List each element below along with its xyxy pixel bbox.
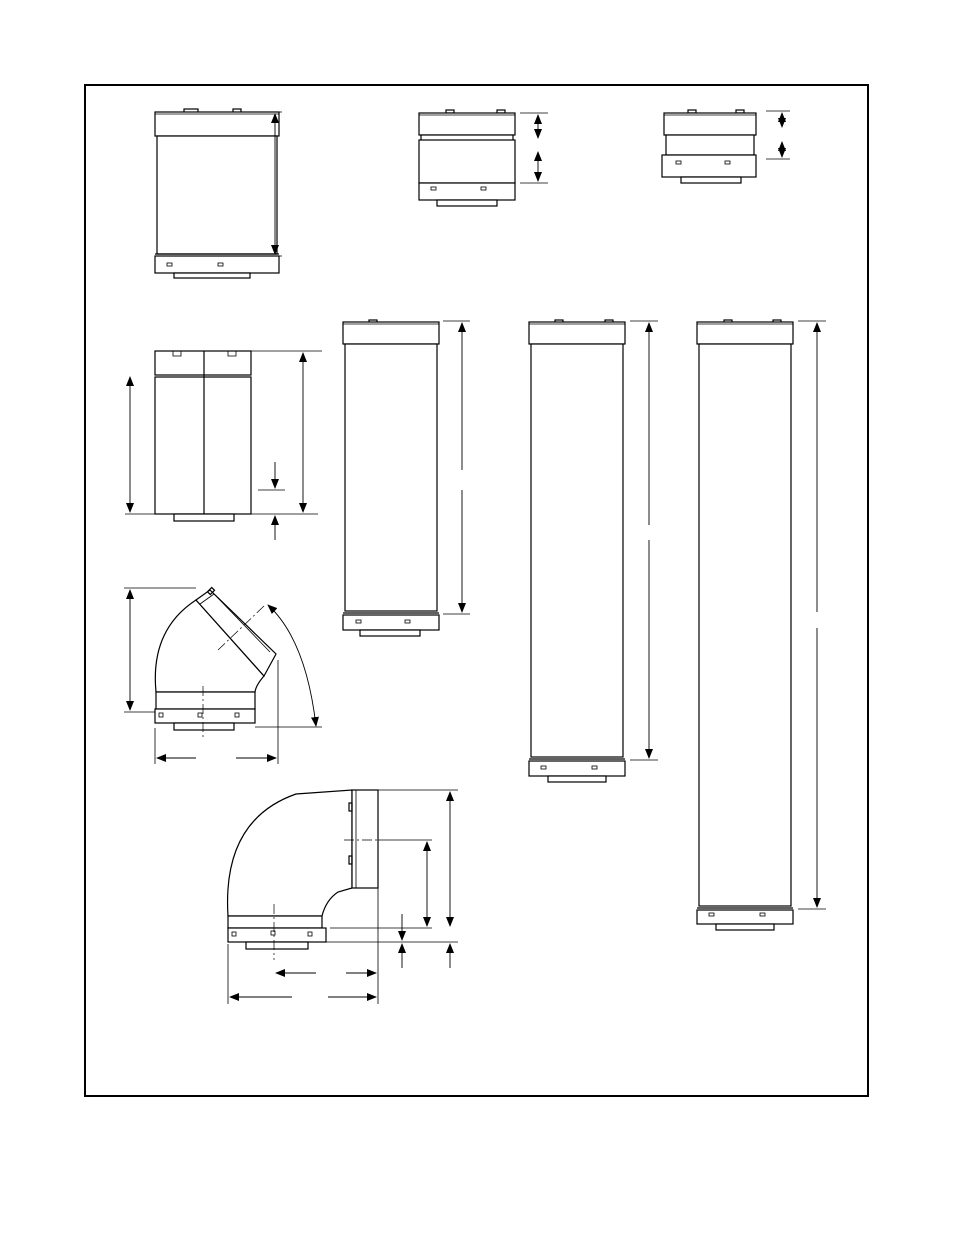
pipe-slip-section (125, 351, 322, 540)
pipe-straight-long (529, 320, 658, 782)
pipe-straight-medium (343, 320, 470, 636)
pipe-straight-1 (155, 109, 282, 278)
elbow-45-degree (124, 587, 322, 764)
pipe-short-adjustable (662, 110, 790, 183)
pipe-adjustable (419, 110, 548, 206)
elbow-90-degree (228, 790, 458, 1004)
pipe-straight-extra-long (697, 320, 826, 930)
